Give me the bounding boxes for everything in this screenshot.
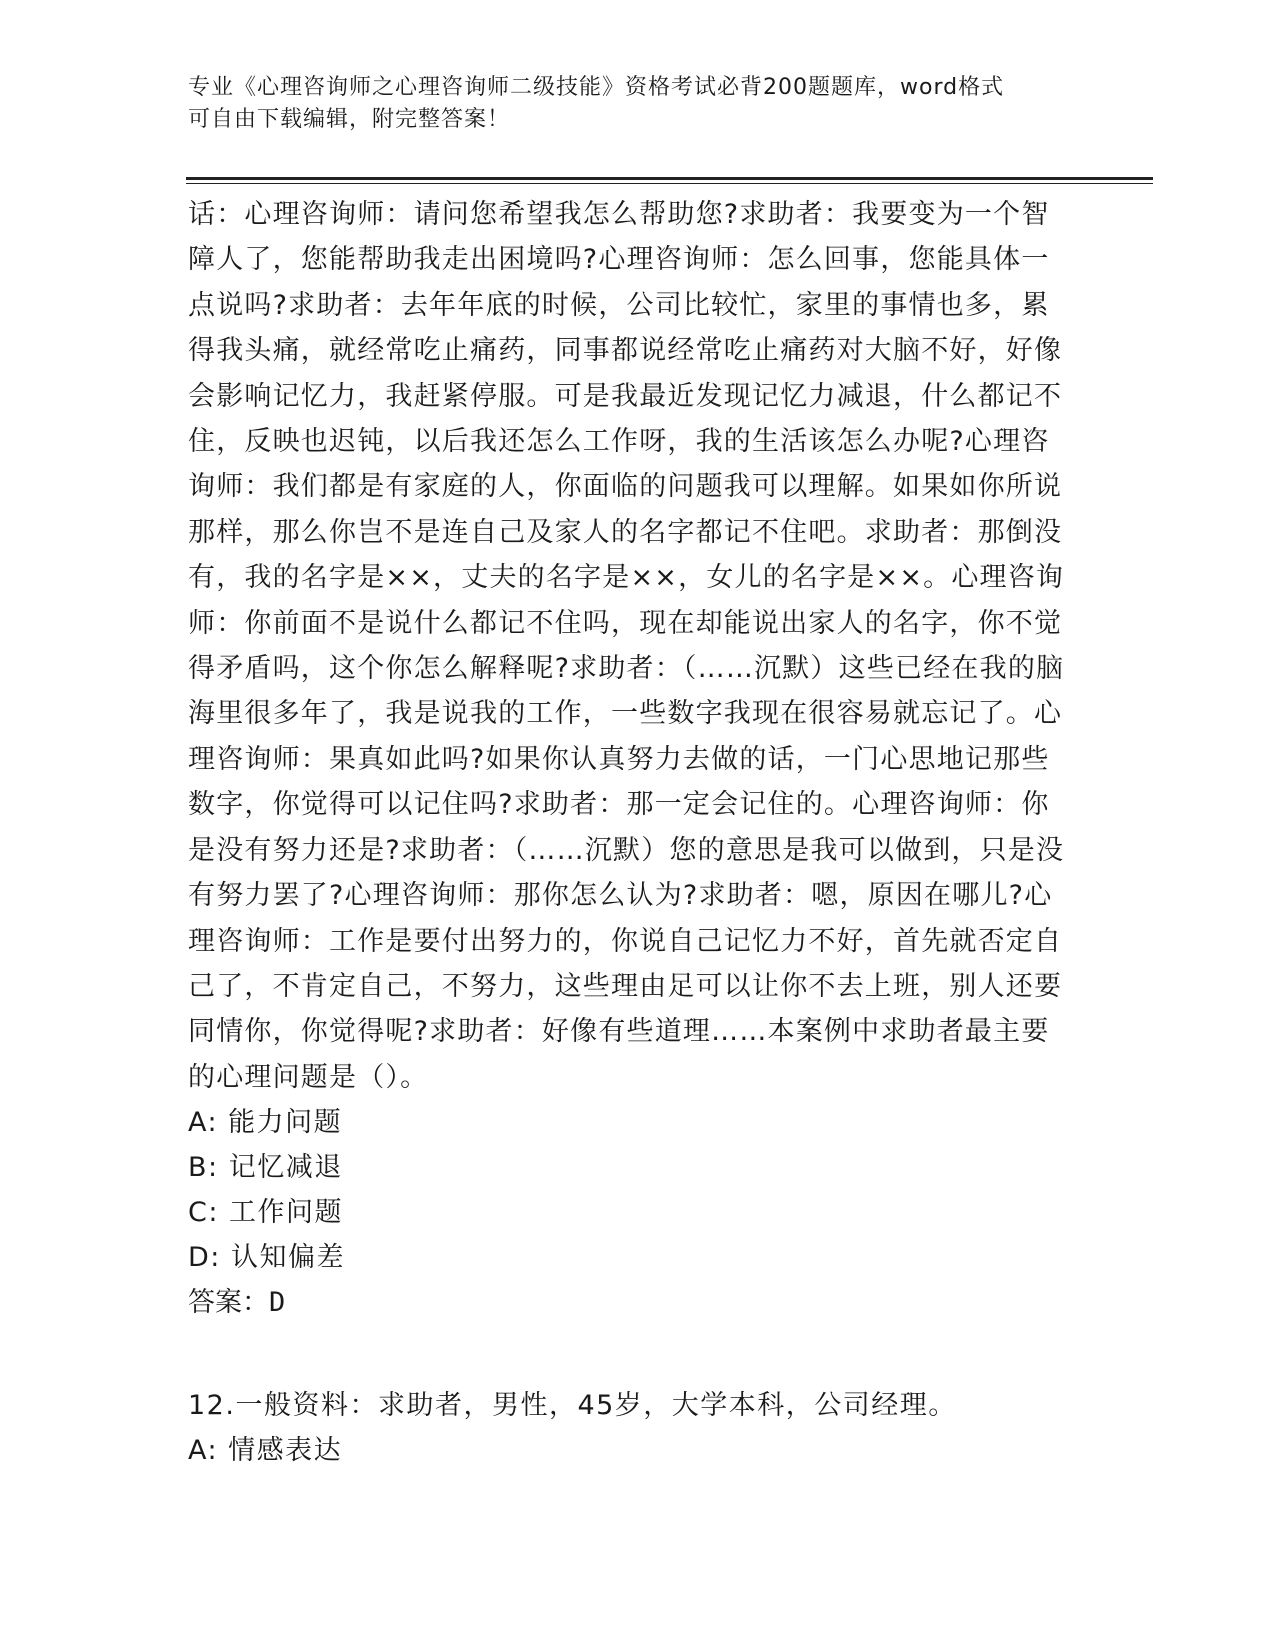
question-spacer <box>188 1325 1068 1383</box>
question-11-option-c: C: 工作问题 <box>188 1197 344 1229</box>
answer-label: 答案： <box>188 1287 269 1319</box>
question-11-option-a: A: 能力问题 <box>188 1107 343 1139</box>
question-12-option-a: A: 情感表达 <box>188 1435 343 1467</box>
header-divider-thin <box>186 183 1153 184</box>
question-11-text: 话：心理咨询师：请问您希望我怎么帮助您?求助者：我要变为一个智障人了，您能帮助我走出困境吗?心理咨询师：怎么回事，您能具体一点说吗?求助者：去年年底的时候，公司比较忙，家里的事情也多，累得我头痛，就经常吃止痛药，同事都说经常吃止痛药对大脑不好，好像会影响记忆力，我赶紧停服。可是我最近发现记忆力减退，什么都记不住，反映也迟钝，以后我还怎么工作呀，我的生活该怎么办呢?心理咨询师：我们都是有家庭的人，你面临的问题我可以理解。如果如你所说那样，那么你岂不是连自己及家人的名字都记不住吧。求助者：那倒没有，我的名字是××，丈夫的名字是××，女儿的名字是××。心理咨询师：你前面不是说什么都记不住吗，现在却能说出家人的名字，你不觉得矛盾吗，这个你怎么解释呢?求助者：（……沉默）这些已经在我的脑海里很多年了，我是说我的工作，一些数字我现在很容易就忘记了。心理咨询师：果真如此吗?如果你认真努力去做的话，一门心思地记那些数字，你觉得可以记住吗?求助者：那一定会记住的。心理咨询师：你是没有努力还是?求助者：（……沉默）您的意思是我可以做到，只是没有努力罢了?心理咨询师：那你怎么认为?求助者：嗯，原因在哪儿?心理咨询师：工作是要付出努力的，你说自己记忆力不好，首先就否定自己了，不肯定自己，不努力，这些理由足可以让你不去上班，别人还要同情你，你觉得呢?求助者：好像有些道理……本案例中求助者最主要的心理问题是（）。 <box>188 199 1065 1093</box>
header-divider-thick <box>186 177 1153 180</box>
document-body <box>188 192 1068 1473</box>
header-title-line-2: 可自由下载编辑，附完整答案！ <box>188 107 511 132</box>
question-11-answer <box>188 1280 1068 1325</box>
header-title-line-1: 专业《心理咨询师之心理咨询师二级技能》资格考试必背200题题库，word格式 <box>188 75 1005 100</box>
document-header <box>188 72 1068 136</box>
question-11-option-d: D: 认知偏差 <box>188 1242 345 1274</box>
question-12-text: 12.一般资料：求助者，男性，45岁，大学本科，公司经理。 <box>188 1390 957 1422</box>
question-11-option-b: B: 记忆减退 <box>188 1152 343 1184</box>
answer-value: D <box>269 1287 286 1319</box>
